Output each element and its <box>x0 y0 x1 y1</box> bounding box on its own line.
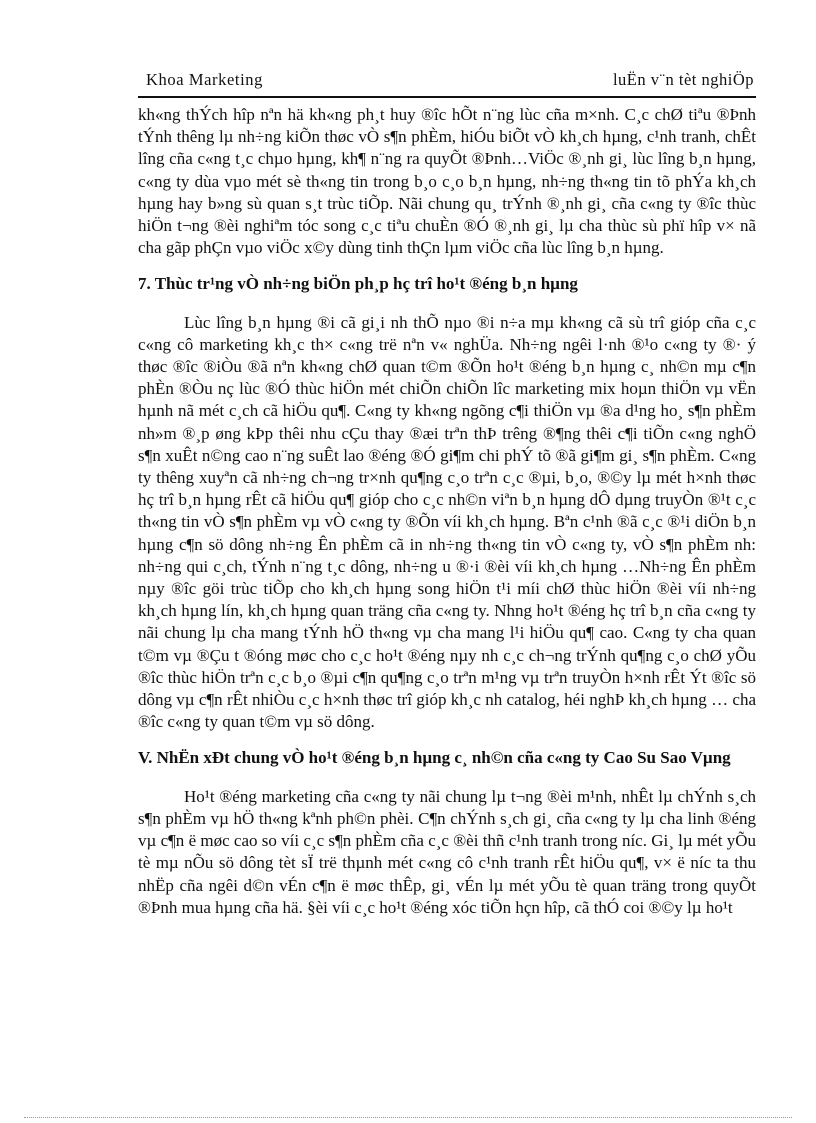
section-heading-7: 7. Thùc tr¹ng vÒ nh÷ng biÖn ph¸p hç trî ho¹t ®éng b¸n hµng <box>138 274 578 294</box>
paragraph-marketing-overview: Ho¹t ®éng marketing cña c«ng ty nãi chung lµ t¬ng ®èi m¹nh, nhÊt lµ chÝnh s¸ch s¶n phÈm vµ hÖ th«ng kªnh ph©n phèi. C¶n chÝnh s¸ch gi¸ cña c«ng ty lµ cha linh ®éng vµ c¶n ë møc cao so víi c¸c s¶n phÈm cña c¸c ®èi thñ c¹nh tranh trong níc. Gi¸ lµ mét yÕu tè mµ nÕu sö dông tèt sÏ trë thµnh mét c«ng cô c¹nh tranh rÊt hiÖu qu¶, v× ë níc ta thu nhËp cña ngêi d©n vÉn c¶n ë møc thÊp, gi¸ vÉn lµ mét yÕu tè quan träng trong quyÕt ®Þnh mua hµng cña hä. §èi víi c¸c ho¹t ®éng xóc tiÕn hçn hîp, cã thÓ coi ®©y lµ ho¹t <box>138 786 756 917</box>
header-faculty: Khoa Marketing <box>146 70 263 89</box>
paragraph-sales-support: Lùc lîng b¸n hµng ®i cã gi¸i nh thÕ nµo ®i n÷a mµ kh«ng cã sù trî gióp cña c¸c c«ng cô marketing kh¸c th× c«ng trë nªn v« nghÜa. Nh÷ng ngêi l·nh ®¹o c«ng ty ®· ý thøc ®îc ®iÒu ®ã nªn kh«ng chØ quan t©m ®Õn ho¹t ®éng b¸n hµng c¸ nh©n mµ c¶n phÈn ®Òu nç lùc ®Ó thùc hiÖn mét chiÕn chiÕn lîc marketing mix hoµn thiÖn vµ vËn hµnh nã mét c¸ch cã hiÖu qu¶. C«ng ty kh«ng ngõng c¶i thiÖn vµ ®a d¹ng ho¸ s¶n phÈm nh»m ®¸p øng kÞp thêi nhu cÇu thay ®æi trªn thÞ trêng ®¶ng thêi c¶i tiÕn c«ng nghÖ s¶n xuÊt n©ng cao n¨ng suÊt lao ®éng ®Ó gi¶m chi phÝ tõ ®ã gi¶m gi¸ s¶n phÈm. C«ng ty thêng xuyªn cã nh÷ng ch¬ng tr×nh qu¶ng c¸o trªn c¸c ®µi, b¸o, ®©y lµ mét h×nh thøc hç trî b¸n hµng rÊt cã hiÖu qu¶ gióp cho c¸c nh©n viªn b¸n hµng dÔ dµng truyÒn ®¹t c¸c th«ng tin vÒ s¶n phÈm vµ vÒ c«ng ty ®Õn víi kh¸ch hµng. Bªn c¹nh ®ã c¸c ®¹i diÖn b¸n hµng c¶n sö dông nh÷ng Ên phÈm cã in nh÷ng th«ng tin vÒ c«ng ty, vÒ s¶n phÈm nh: nh÷ng qui c¸ch, tÝnh n¨ng t¸c dông, nh÷ng u ®·i ®èi víi kh¸ch hµng …Nh÷ng Ên phÈm nµy ®îc göi trùc tiÕp cho kh¸ch hµng song hiÖn t¹i míi chØ thùc hiÖn ®èi víi nh÷ng kh¸ch hµng lín, kh¸ch hµng quan träng cña c«ng ty. Nhng ho¹t ®éng hç trî b¸n cña c«ng ty nãi chung lµ cha mang tÝnh hÖ th«ng vµ cha mang l¹i hiÖu qu¶ cao. C«ng ty cha quan t©m vµ ®Çu t ®óng møc cho c¸c ho¹t ®éng nµy nh c¸c ch¬ng trÝnh qu¶ng c¸o chØ yÕu ®îc thùc hiÖn trªn c¸c b¸o ®µi c¶n qu¶ng c¸o trªn m¹ng vµ trªn truyÒn h×nh rÊt Ýt ®îc sö dông vµ c¶n rÊt nhiÒu c¸c h×nh thøc trî gióp kh¸c nh catalog, héi nghÞ kh¸ch hµng … cha ®îc c«ng ty quan t©m vµ sö dông. <box>138 312 756 732</box>
page-header <box>138 64 756 98</box>
page-bottom-rule <box>24 1117 792 1118</box>
paragraph-sales-evaluation: kh«ng thÝch hîp nªn hä kh«ng ph¸t huy ®îc hÕt n¨ng lùc cña m×nh. C¸c chØ tiªu ®Þnh tÝnh thêng lµ nh÷ng kiÕn thøc vÒ s¶n phÈm, hiÓu biÕt vÒ kh¸ch hµng, c¹nh tranh, chÊt lîng cña c«ng t¸c chµo hµng, kh¶ n¨ng ra quyÕt ®Þnh…ViÖc ®¸nh gi¸ lùc lîng b¸n hµng, c«ng ty dùa vµo mét sè th«ng tin trong b¸o c¸o b¸n hµng, nh÷ng th«ng tin tõ phÝa kh¸ch hµng hay b»ng sù quan s¸t trùc tiÕp. Nãi chung qu¸ trÝnh ®¸nh gi¸ cña c«ng ty ®îc thùc hiÖn t¬ng ®èi nghiªm tóc song c¸c tiªu chuÈn ®Ó ®¸nh gi¸ lµ cha thùc sù phï hîp v× nã cha gãp phÇn vµo viÖc x©y dùng tinh thÇn lµm viÖc cña lùc lîng b¸n hµng. <box>138 105 756 258</box>
header-thesis-label: luËn v¨n tèt nghiÖp <box>612 70 754 89</box>
document-body <box>138 104 756 919</box>
section-heading-v: V. NhËn xÐt chung vÒ ho¹t ®éng b¸n hµng c¸ nh©n cña c«ng ty Cao Su Sao Vµng <box>138 748 731 768</box>
